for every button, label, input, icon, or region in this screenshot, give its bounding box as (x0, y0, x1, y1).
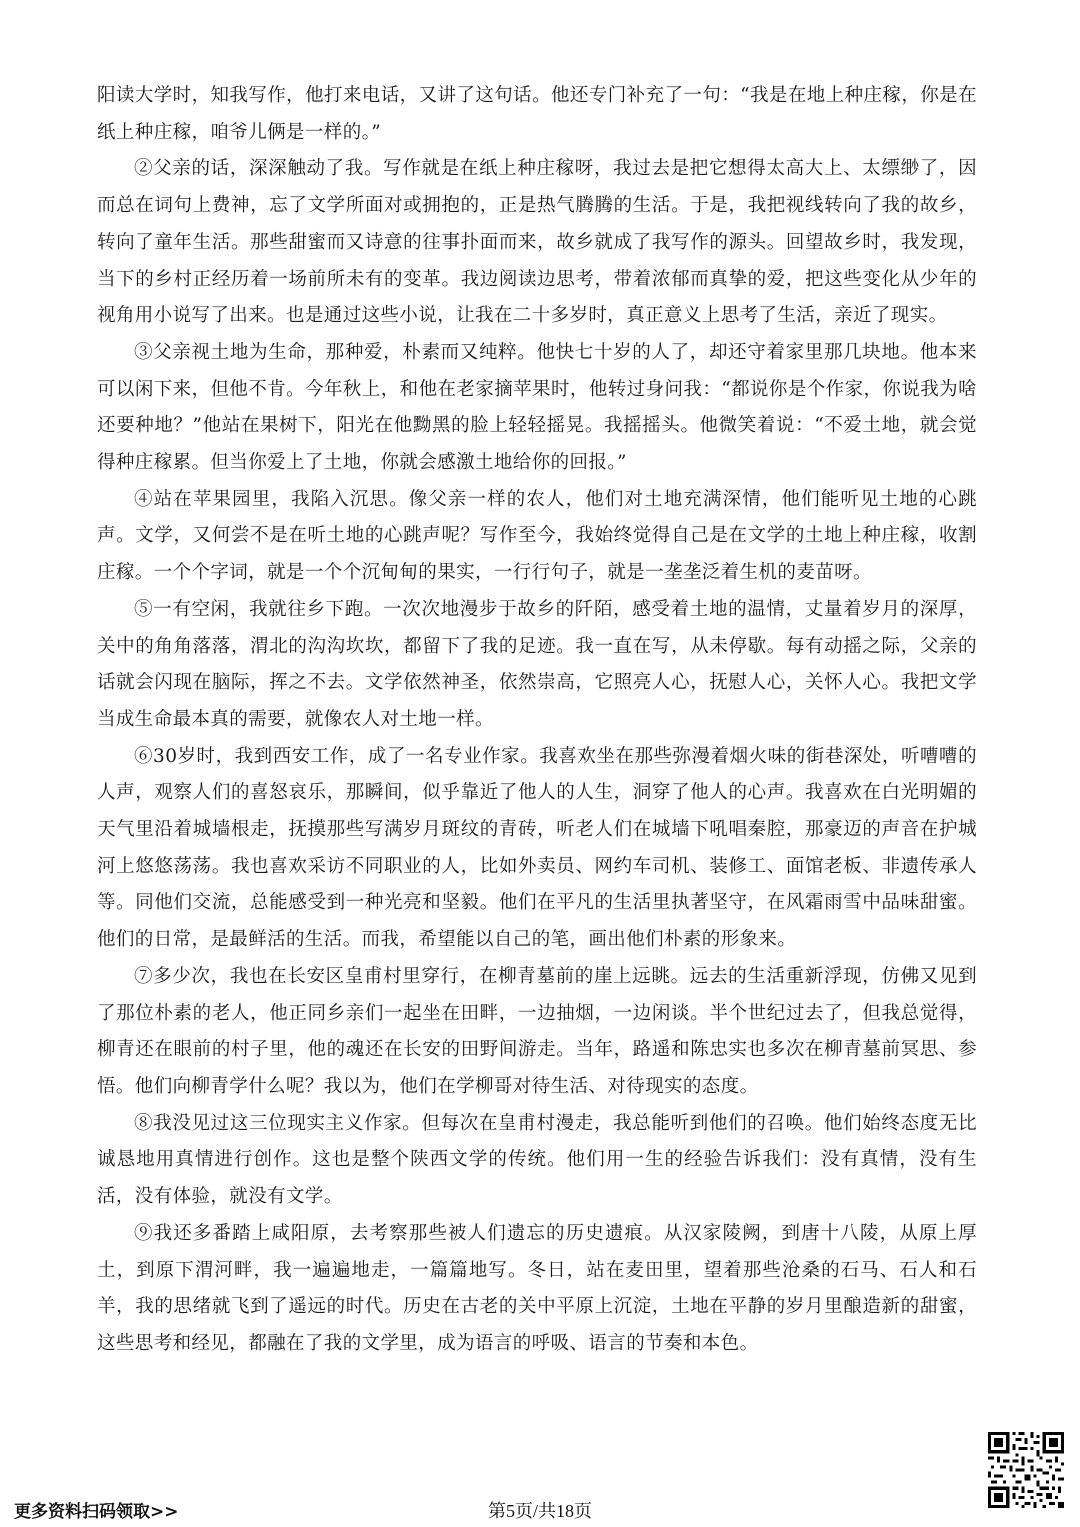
paragraph-continuation: 阳读大学时，知我写作，他打来电话，又讲了这句话。他还专门补充了一句：“我是在地上种庄稼，你是在纸上种庄稼，咱爷儿俩是一样的。” (97, 85, 977, 143)
paragraph-5: ⑤一有空闲，我就往乡下跑。一次次地漫步于故乡的阡陌，感受着土地的温情，丈量着岁月的深厚，关中的角角落落，渭北的沟沟坎坎，都留下了我的足迹。我一直在写，从未停歇。每有动摇之际，父亲的话就会闪现在脑际，挥之不去。文学依然神圣，依然崇高，它照亮人心，抚慰人心，关怀人心。我把文学当成生命最本真的需要，就像农人对土地一样。 (97, 598, 977, 730)
paragraph-2: ②父亲的话，深深触动了我。写作就是在纸上种庄稼呀，我过去是把它想得太高大上、太缥缈了，因而总在词句上费神，忘了文学所面对或拥抱的，正是热气腾腾的生活。于是，我把视线转向了我的故乡，转向了童年生活。那些甜蜜而又诗意的往事扑面而来，故乡就成了我写作的源头。回望故乡时，我发现，当下的乡村正经历着一场前所未有的变革。我边阅读边思考，带着浓郁而真挚的爱，把这些变化从少年的视角用小说写了出来。也是通过这些小说，让我在二十多岁时，真正意义上思考了生活，亲近了现实。 (97, 158, 977, 327)
paragraph-6: ⑥30岁时，我到西安工作，成了一名专业作家。我喜欢坐在那些弥漫着烟火味的街巷深处，听嘈嘈的人声，观察人们的喜怒哀乐，那瞬间，似乎靠近了他人的人生，洞穿了他人的心声。我喜欢在白光明媚的天气里沿着城墙根走，抚摸那些写满岁月斑纹的青砖，听老人们在城墙下吼唱秦腔，那豪迈的声音在护城河上悠悠荡荡。我也喜欢采访不同职业的人，比如外卖员、网约车司机、装修工、面馆老板、非遗传承人等。同他们交流，总能感受到一种光亮和坚毅。他们在平凡的生活里执著坚守，在风霜雨雪中品味甜蜜。他们的日常，是最鲜活的生活。而我，希望能以自己的笔，画出他们朴素的形象来。 (97, 745, 977, 951)
paragraph-9: ⑨我还多番踏上咸阳原，去考察那些被人们遗忘的历史遗痕。从汉家陵阙，到唐十八陵，从原上厚土，到原下渭河畔，我一遍遍地走，一篇篇地写。冬日，站在麦田里，望着那些沧桑的石马、石人和石羊，我的思绪就飞到了遥远的时代。历史在古老的关中平原上沉淀，土地在平静的岁月里酿造新的甜蜜，这些思考和经见，都融在了我的文学里，成为语言的呼吸、语言的节奏和本色。 (97, 1222, 977, 1354)
footer-promo-text[interactable]: 更多资料扫码领取>> (14, 1502, 179, 1522)
paragraph-7: ⑦多少次，我也在长安区皇甫村里穿行，在柳青墓前的崖上远眺。远去的生活重新浮现，仿佛又见到了那位朴素的老人，他正同乡亲们一起坐在田畔，一边抽烟，一边闲谈。半个世纪过去了，但我总觉得，柳青还在眼前的村子里，他的魂还在长安的田野间游走。当年，路遥和陈忠实也多次在柳青墓前冥思、参悟。他们向柳青学什么呢？我以为，他们在学柳哥对待生活、对待现实的态度。 (97, 965, 977, 1097)
paragraph-3: ③父亲视土地为生命，那种爱，朴素而又纯粹。他快七十岁的人了，却还守着家里那几块地。他本来可以闲下来，但他不肯。今年秋上，和他在老家摘苹果时，他转过身问我：“都说你是个作家，你说我为啥还要种地？”他站在果树下，阳光在他黝黑的脸上轻轻摇晃。我摇摇头。他微笑着说：“不爱土地，就会觉得种庄稼累。但当你爱上了土地，你就会感激土地给你的回报。” (97, 341, 977, 474)
article-body (97, 78, 977, 1363)
paragraph-8: ⑧我没见过这三位现实主义作家。但每次在皇甫村漫走，我总能听到他们的召唤。他们始终态度无比诚恳地用真情进行创作。这也是整个陕西文学的传统。他们用一生的经验告诉我们：没有真情，没有生活，没有体验，就没有文学。 (97, 1112, 977, 1208)
page-number: 第5页/共18页 (487, 1501, 592, 1521)
paragraph-4: ④站在苹果园里，我陷入沉思。像父亲一样的农人，他们对土地充满深情，他们能听见土地的心跳声。文学，又何尝不是在听土地的心跳声呢？写作至今，我始终觉得自己是在文学的土地上种庄稼，收割庄稼。一个个字词，就是一个个沉甸甸的果实，一行行句子，就是一垄垄泛着生机的麦苗呀。 (97, 488, 977, 584)
